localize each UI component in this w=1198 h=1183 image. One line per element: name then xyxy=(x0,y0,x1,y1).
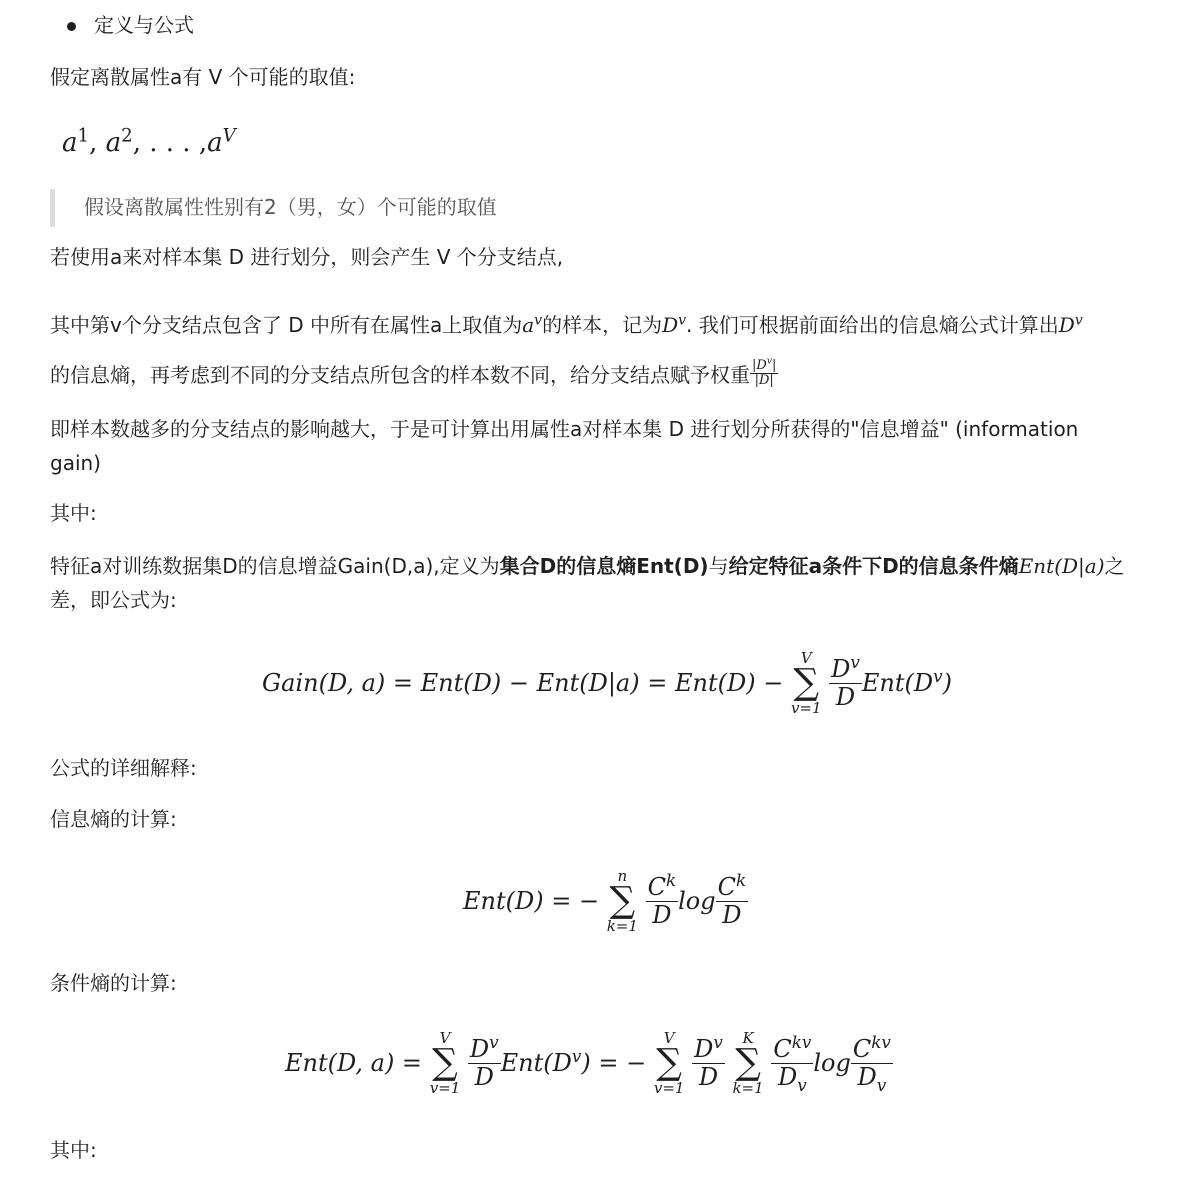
formula-conditional: Ent(D, a) = V ∑ v=1 $\frac{D^v}{D}$ $Ent(D^v)$ = − V ∑ v=1 $\frac{D^v}{D}$ K ∑ k=1 $\frac{C^{kv}}{D_v}$ log $\frac{C^{kv}}{D_v}$ xyxy=(285,1029,891,1097)
label-cond-calc: 条件熵的计算: xyxy=(50,971,177,995)
blockquote-bar xyxy=(50,189,55,227)
values-formula: $a^1$, $a^2$, . . . $,a^V$ xyxy=(62,125,236,158)
label-explain: 公式的详细解释: xyxy=(50,756,197,780)
section-heading: 定义与公式 xyxy=(94,13,194,37)
formula-gain: Gain(D, a) = Ent(D) − Ent(D|a) = Ent(D) − V ∑ v=1 $\frac{D^v}{D}$ $Ent(D^v)$ xyxy=(262,649,952,717)
formula-entropy: Ent(D) = − n ∑ k=1 $\frac{C^k}{D}$ log $\frac{C^k}{D}$ xyxy=(463,867,747,935)
para-entropy: 的信息熵，再考虑到不同的分支结点所包含的样本数不同，给分支结点赋予权重 $\frac{|D^v|}{|D|}$ xyxy=(50,356,777,388)
bullet-dot xyxy=(67,22,76,31)
label-entropy-calc: 信息熵的计算: xyxy=(50,807,177,831)
para-definition-line2: 差，即公式为: xyxy=(50,588,177,612)
para-gain-line2: gain) xyxy=(50,451,101,475)
para-split: 若使用a来对样本集 D 进行划分，则会产生 V 个分支结点, xyxy=(50,245,564,269)
blockquote-text: 假设离散属性性别有2（男，女）个可能的取值 xyxy=(84,195,497,219)
para-definition: 特征a对训练数据集D的信息增益Gain(D,a),定义为集合D的信息熵Ent(D)与给定特征a条件下D的信息条件熵Ent(D|a)之 xyxy=(50,554,1125,578)
label-among-2: 其中: xyxy=(50,1138,97,1162)
label-among-1: 其中: xyxy=(50,501,97,525)
para-gain-line1: 即样本数越多的分支结点的影响越大，于是可计算出用属性a对样本集 D 进行划分所获得的"信息增益" (information xyxy=(50,417,1079,441)
intro-text: 假定离散属性a有 V 个可能的取值: xyxy=(50,65,356,89)
para-branch: 其中第v个分支结点包含了 D 中所有在属性a上取值为$a^v$的样本，记为$D^v$. 我们可根据前面给出的信息熵公式计算出$D^v$ xyxy=(50,312,1083,337)
